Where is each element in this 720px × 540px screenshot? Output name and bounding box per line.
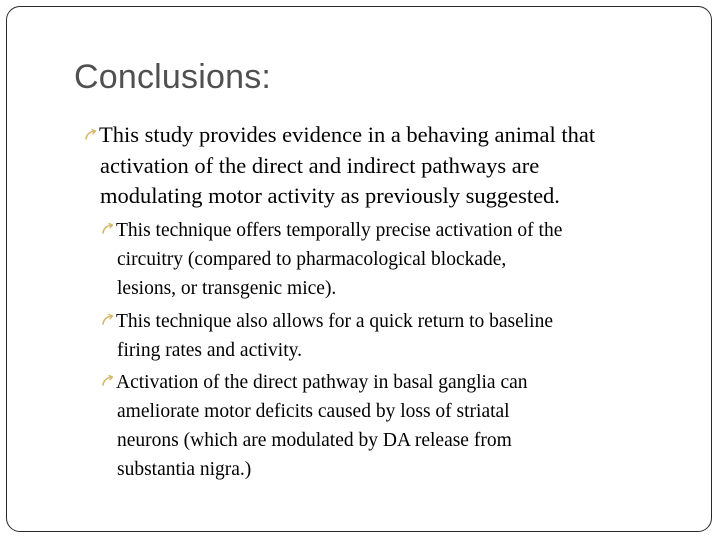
bullet-line: firing rates and activity.	[117, 340, 303, 361]
bullet-line	[101, 368, 528, 397]
bullet-line: modulating motor activity as previously suggested.	[100, 183, 560, 208]
curved-arrow-bullet-icon	[101, 374, 113, 388]
bullet-line: neurons (which are modulated by DA release from	[117, 430, 512, 451]
bullet-line: lesions, or transgenic mice).	[117, 278, 337, 299]
bullet-text: This technique offers temporally precise activation of the	[116, 220, 563, 241]
bullet-line: ameliorate motor deficits caused by loss of striatal	[117, 401, 510, 422]
bullet-line	[84, 120, 595, 151]
bullet-line	[101, 307, 553, 336]
slide-title: Conclusions:	[74, 58, 272, 96]
curved-arrow-bullet-icon	[101, 222, 113, 236]
main-bullet	[84, 120, 595, 212]
bullet-text: Activation of the direct pathway in basal ganglia can	[116, 372, 528, 393]
bullet-line	[101, 216, 562, 245]
curved-arrow-bullet-icon	[84, 128, 96, 142]
bullet-text: This study provides evidence in a behaving animal that	[99, 122, 596, 147]
bullet-line: circuitry (compared to pharmacological blockade,	[117, 249, 507, 270]
bullet-text: This technique also allows for a quick return to baseline	[116, 311, 553, 332]
curved-arrow-bullet-icon	[101, 313, 113, 327]
bullet-line: activation of the direct and indirect pathways are	[100, 152, 540, 178]
sub-bullet	[101, 307, 553, 365]
sub-bullet	[101, 368, 528, 484]
bullet-line: substantia nigra.)	[117, 459, 252, 480]
sub-bullet	[101, 216, 562, 303]
